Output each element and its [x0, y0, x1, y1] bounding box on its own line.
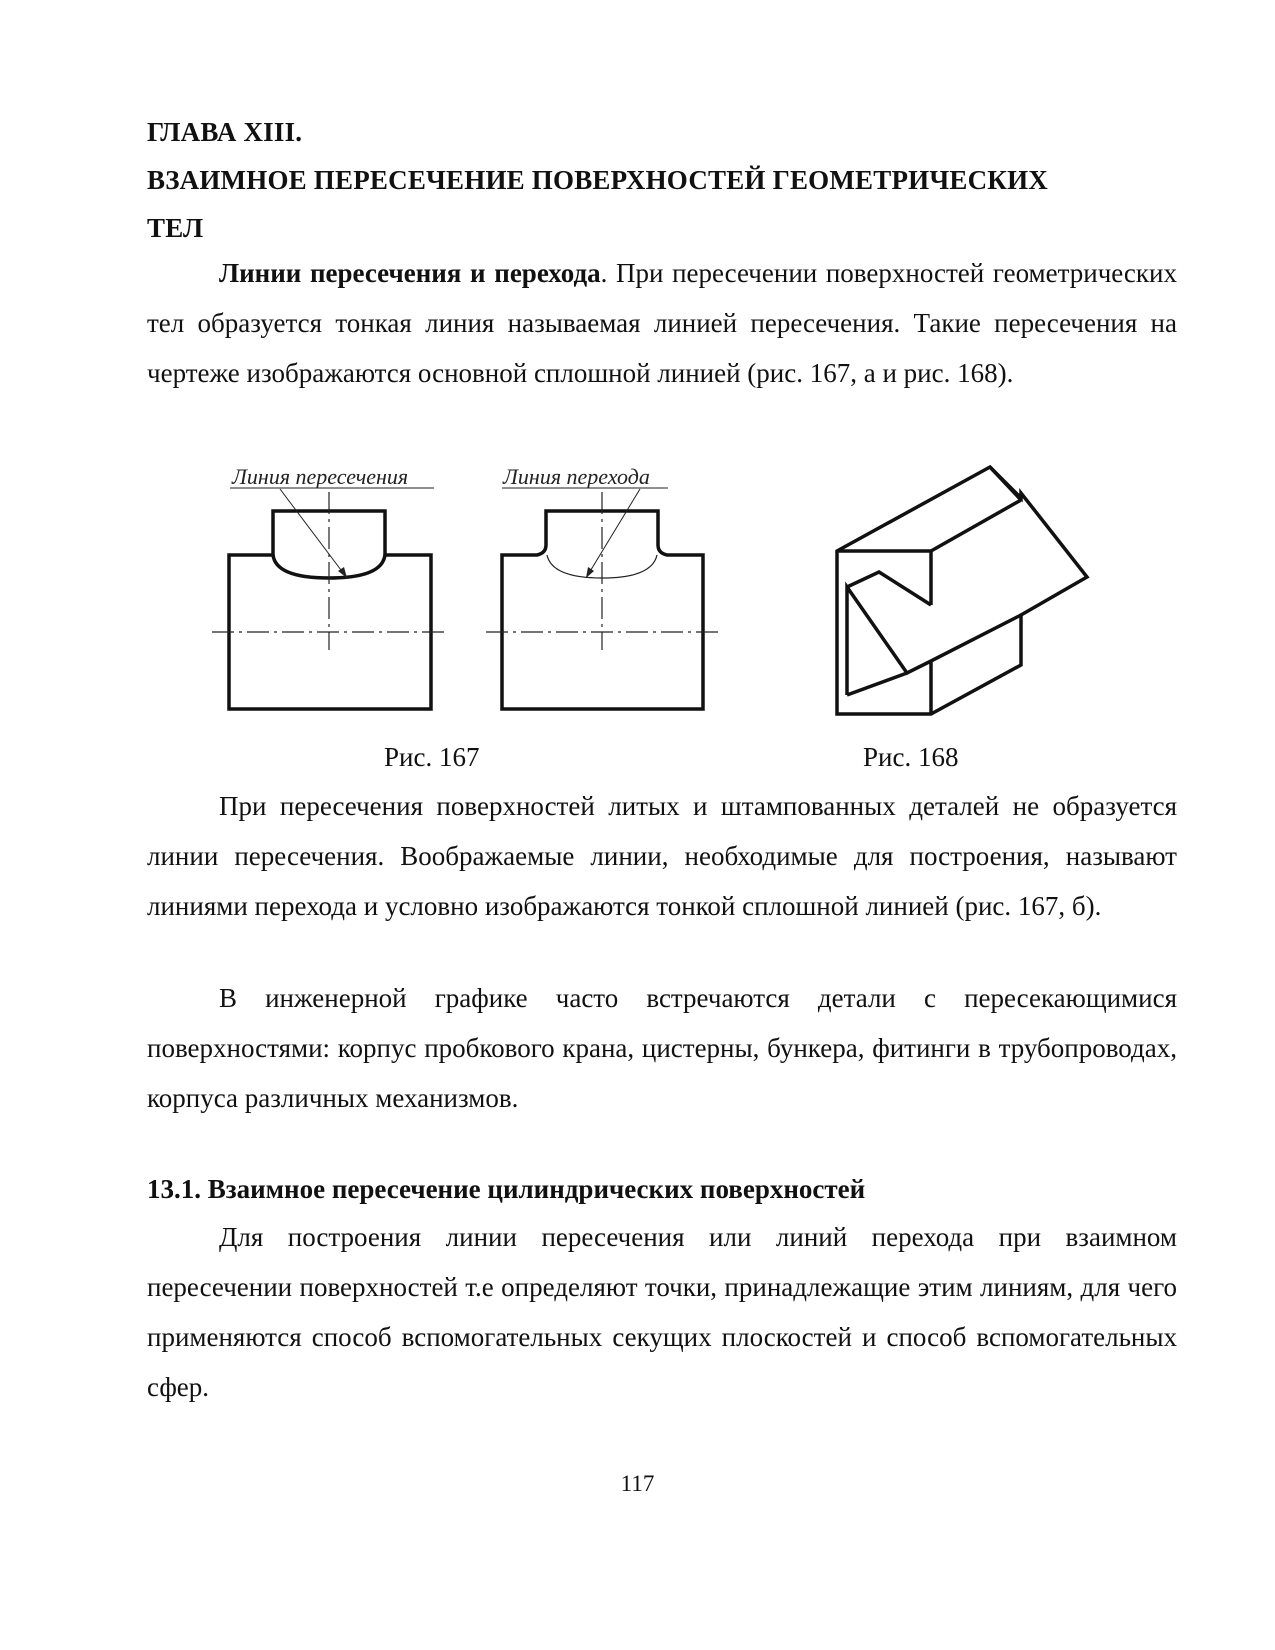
paragraph-engineering-graphics [147, 973, 1177, 1123]
page-number: 117 [620, 1471, 655, 1496]
figure-167b [486, 464, 719, 709]
chapter-number: ГЛАВА XIII. [147, 117, 303, 147]
fig167a-outline [229, 511, 431, 709]
figure-167a [212, 464, 446, 709]
caption-fig-168: Рис. 168 [863, 742, 959, 772]
figures-area [0, 0, 1275, 760]
intro-text: . При пересечении поверхностей геометрических тел образуется тонкая линия называемая линией пересечения. Такие пересечения на чертеже изображаются основной сплошной линией (рис. 167, а и рис. 168). [147, 258, 1177, 388]
section-title: 13.1. Взаимное пересечение цилиндрических поверхностей [147, 1174, 866, 1204]
paragraph-transition-lines [147, 781, 1177, 931]
chapter-title-line1: ВЗАИМНОЕ ПЕРЕСЕЧЕНИЕ ПОВЕРХНОСТЕЙ ГЕОМЕТРИЧЕСКИХ [147, 165, 1048, 195]
intro-term: Линии пересечения и перехода [219, 258, 601, 288]
fig167a-leader-line [280, 489, 347, 578]
paragraph-transition-text: При пересечения поверхностей литых и штампованных деталей не образуется линии пересечения. Воображаемые линии, необходимые для построения, называют линиями перехода и условно изображаются тонкой сплошной линией (рис. 167, б). [147, 791, 1177, 921]
label-transition-line: Линия перехода [503, 464, 650, 489]
fig167b-leader-line [586, 489, 640, 578]
fig168-v-notch [847, 572, 1021, 695]
section-text: Для построения линии пересечения или линий перехода при взаимном пересечении поверхностей т.е определяют точки, принадлежащие этим линиям, для чего применяются способ вспомогательных секущих плоскостей и способ вспомогательных сфер. [147, 1222, 1177, 1402]
caption-fig-167: Рис. 167 [384, 742, 480, 772]
figure-168 [837, 467, 1087, 714]
fig167b-leader-arrow [586, 567, 594, 578]
section-paragraph [147, 1212, 1177, 1412]
chapter-title-line2: ТЕЛ [147, 213, 204, 243]
label-intersection-line: Линия пересечения [232, 464, 409, 489]
paragraph-engineering-text: В инженерной графике часто встречаются детали с пересекающимися поверхностями: корпус пробкового крана, цистерны, бункера, фитинги в трубопроводах, корпуса различных механизмов. [147, 983, 1177, 1113]
fig168-outer-contour [837, 467, 1087, 714]
